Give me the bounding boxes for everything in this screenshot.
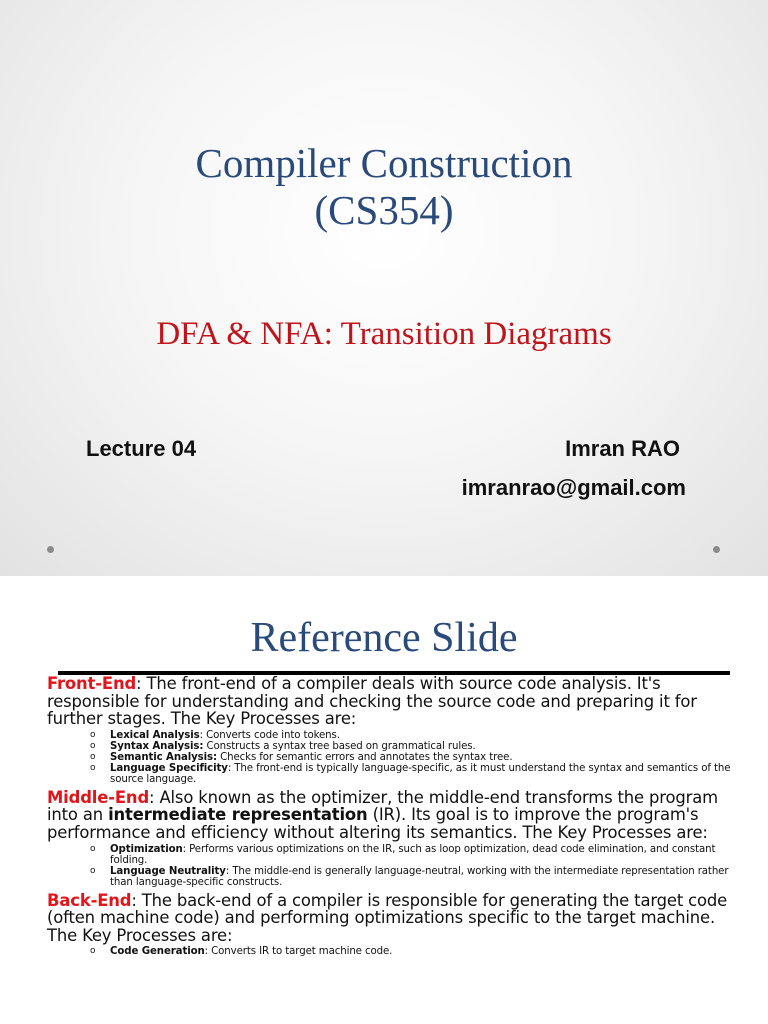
item-term: Language Neutrality	[110, 865, 226, 877]
back-end-heading: Back-End	[47, 890, 132, 910]
middle-end-bold-term: intermediate representation	[108, 805, 368, 825]
list-item	[90, 741, 737, 752]
item-term: Semantic Analysis:	[110, 751, 217, 763]
front-end-list	[47, 730, 737, 785]
list-item	[90, 730, 737, 741]
author-name: Imran RAO	[565, 436, 680, 461]
middle-end-text-after: (IR). Its goal is to improve the program's performance and efficiency without altering its semantics. The Key Processes are:	[47, 805, 708, 842]
decorative-dot-left	[47, 546, 54, 553]
middle-end-list	[47, 844, 737, 888]
list-item	[90, 866, 737, 888]
item-term: Lexical Analysis	[110, 729, 200, 741]
back-end-list	[47, 946, 737, 957]
list-item	[90, 946, 737, 957]
item-term: Syntax Analysis:	[110, 740, 204, 752]
decorative-dot-right	[713, 546, 720, 553]
title-line-2: (CS354)	[314, 187, 454, 233]
item-desc: Checks for semantic errors and annotates the syntax tree.	[216, 751, 513, 763]
middle-end-text-before: : Also known as the optimizer, the middle-end transforms the program into an	[47, 787, 718, 825]
front-end-heading: Front-End	[47, 674, 137, 693]
slide-subtitle: DFA & NFA: Transition Diagrams	[156, 316, 612, 352]
item-desc: : Converts IR to target machine code.	[204, 946, 393, 958]
lecture-number: Lecture 04	[86, 436, 197, 461]
item-term: Language Specificity	[110, 762, 228, 774]
reference-content	[47, 675, 737, 961]
reference-slide-title: Reference Slide	[250, 615, 518, 661]
list-item	[90, 763, 737, 785]
item-desc: Constructs a syntax tree based on grammatical rules.	[203, 740, 476, 752]
back-end-paragraph	[47, 892, 737, 945]
author-email: imranrao@gmail.com	[461, 475, 686, 500]
reference-slide	[0, 576, 768, 1024]
front-end-paragraph	[47, 675, 737, 728]
item-desc: : Converts code into tokens.	[199, 729, 340, 741]
item-term: Optimization	[110, 843, 183, 855]
item-desc: : The front-end is typically language-specific, as it must understand the syntax and semantics of the source language.	[110, 762, 731, 785]
item-term: Code Generation	[110, 946, 205, 958]
list-item	[90, 752, 737, 763]
item-desc: : The middle-end is generally language-neutral, working with the intermediate representation rather than language-specific constructs.	[110, 865, 729, 888]
title-line-1: Compiler Construction	[195, 140, 573, 186]
item-desc: : Performs various optimizations on the IR, such as loop optimization, dead code elimination, and constant folding.	[110, 843, 716, 866]
slide-title	[0, 140, 768, 234]
list-item	[90, 844, 737, 866]
front-end-text: : The front-end of a compiler deals with source code analysis. It's responsible for understanding and checking the source code and preparing it for further stages. The Key Processes are:	[47, 674, 697, 729]
middle-end-heading: Middle-End	[47, 787, 150, 807]
middle-end-paragraph	[47, 789, 737, 842]
back-end-text: : The back-end of a compiler is responsible for generating the target code (often machine code) and performing optimizations specific to the target machine. The Key Processes are:	[47, 890, 728, 945]
